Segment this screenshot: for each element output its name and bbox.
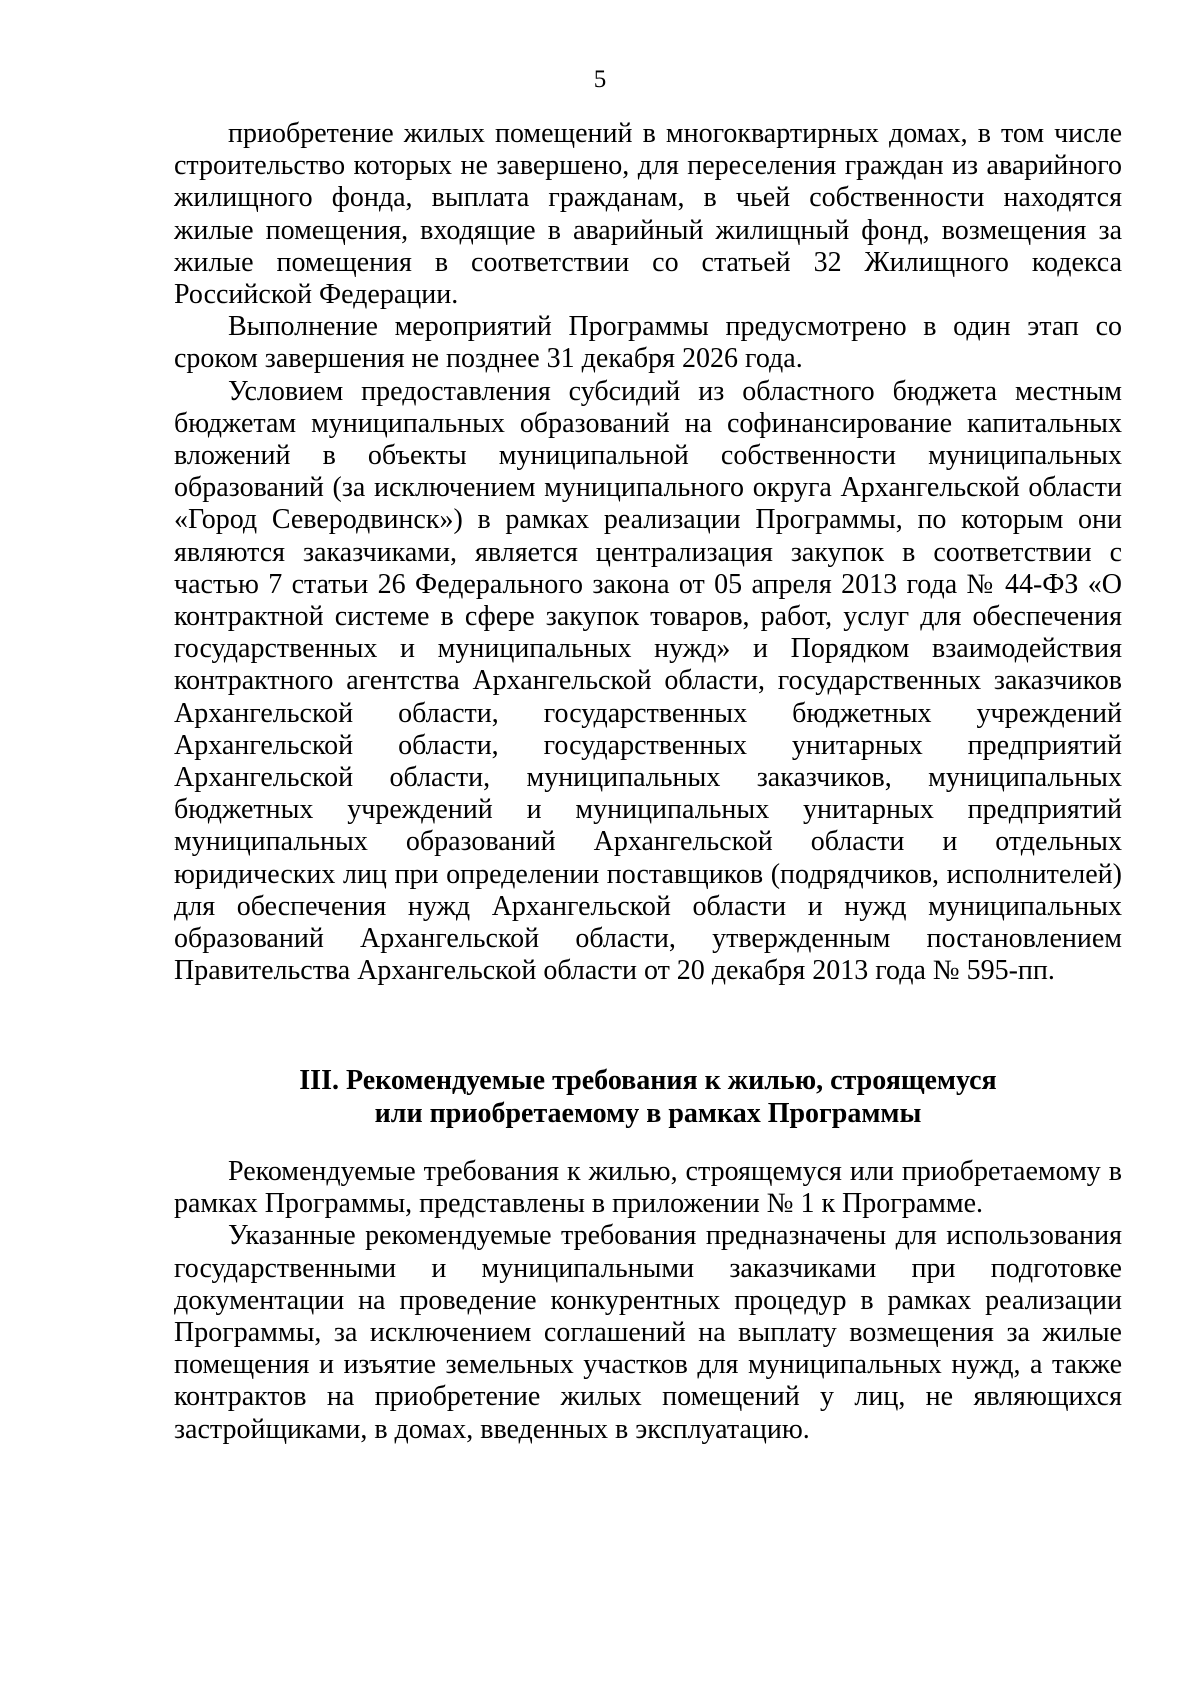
paragraph-stage: Выполнение мероприятий Программы предусмотрено в один этап со сроком завершения не позднее 31 декабря 2026 года. bbox=[174, 311, 1122, 375]
section-heading-line-2: или приобретаемому в рамках Программы bbox=[374, 1098, 922, 1129]
section-heading-line-1: III. Рекомендуемые требования к жилью, строящемуся bbox=[299, 1065, 997, 1096]
paragraph-subsidy-condition: Условием предоставления субсидий из областного бюджета местным бюджетам муниципальных образований на софинансирование капитальных вложений в объекты муниципальной собственности муниципальных образований (за исключением муниципального округа Архангельской области «Город Северодвинск») в рамках реализации Программы, по которым они являются заказчиками, является централизация закупок в соответствии с частью 7 статьи 26 Федерального закона от 05 апреля 2013 года № 44-ФЗ «О контрактной системе в сфере закупок товаров, работ, услуг для обеспечения государственных и муниципальных нужд» и Порядком взаимодействия контрактного агентства Архангельской области, государственных заказчиков Архангельской области, государственных бюджетных учреждений Архангельской области, государственных унитарных предприятий Архангельской области, муниципальных заказчиков, муниципальных бюджетных учреждений и муниципальных унитарных предприятий муниципальных образований Архангельской области и отдельных юридических лиц при определении поставщиков (подрядчиков, исполнителей) для обеспечения нужд Архангельской области и нужд муниципальных образований Архангельской области, утвержденным постановлением Правительства Архангельской области от 20 декабря 2013 года № 595-пп. bbox=[174, 375, 1122, 987]
section-heading bbox=[174, 1064, 1122, 1130]
body-text-bottom bbox=[174, 1156, 1122, 1446]
page-number: 5 bbox=[593, 66, 607, 93]
body-text-top bbox=[174, 118, 1122, 987]
paragraph-continuation: приобретение жилых помещений в многоквартирных домах, в том числе строительство которых не завершено, для переселения граждан из аварийного жилищного фонда, выплата гражданам, в чьей собственности находятся жилые помещения, входящие в аварийный жилищный фонд, возмещения за жилые помещения в соответствии со статьей 32 Жилищного кодекса Российской Федерации. bbox=[174, 118, 1122, 311]
paragraph-requirements-appendix: Рекомендуемые требования к жилью, строящемуся или приобретаемому в рамках Программы, представлены в приложении № 1 к Программе. bbox=[174, 1156, 1122, 1220]
paragraph-requirements-usage: Указанные рекомендуемые требования предназначены для использования государственными и муниципальными заказчиками при подготовке документации на проведение конкурентных процедур в рамках реализации Программы, за исключением соглашений на выплату возмещения за жилые помещения и изъятие земельных участков для муниципальных нужд, а также контрактов на приобретение жилых помещений у лиц, не являющихся застройщиками, в домах, введенных в эксплуатацию. bbox=[174, 1220, 1122, 1445]
